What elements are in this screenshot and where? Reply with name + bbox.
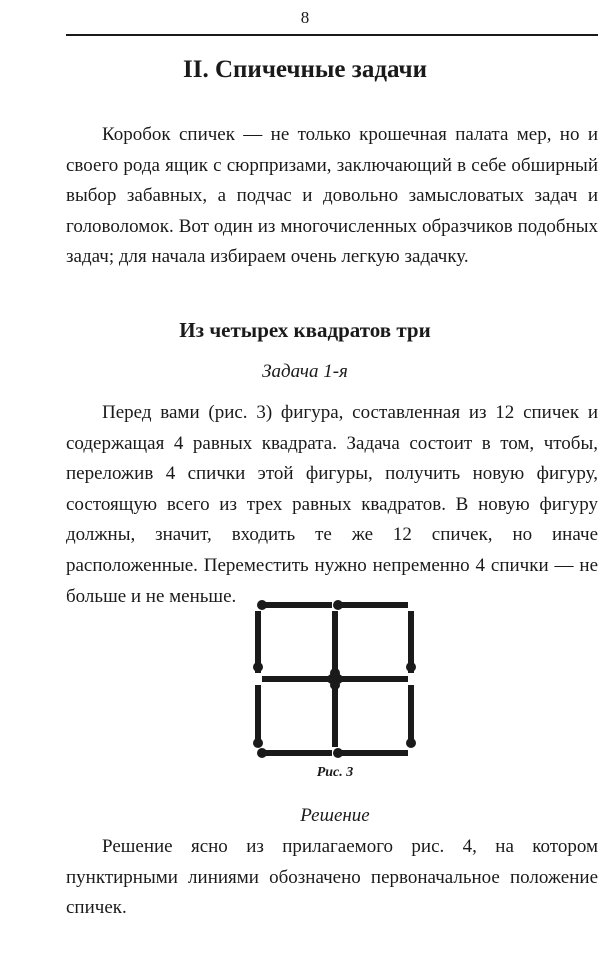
match-head (330, 668, 340, 678)
task-paragraph: Перед вами (рис. 3) фигура, составленная из 12 спичек и содержащая 4 равных квадрата. Задача состоит в том, чтобы, переложив 4 спички этой фигуры, получить новую фигуру, состоящую всего из трех равных квадратов. В новую фигуру должны, значит, входить те же 12 спичек, но иначе расположенные. Переместить нужно непременно 4 спички — не больше и не меньше. (66, 402, 598, 607)
page-number: 8 (300, 8, 310, 27)
header-rule (66, 34, 598, 36)
match-head (406, 738, 416, 748)
match-head (333, 600, 343, 610)
match-head (257, 600, 267, 610)
solution-paragraph: Решение ясно из прилагаемого рис. 4, на котором пунктирными линиями обозначено первоначальное положение спичек. (66, 836, 598, 919)
intro-paragraph: Коробок спичек — не только крошечная палата мер, но и своего рода ящик с сюрпризами, заключающий в себе обширный выбор забавных, а подчас и довольно замысловатых задач и головоломок. Вот один из многочисленных образчиков подобных задач; для начала избираем очень легкую задачку. (66, 124, 598, 268)
match-head (253, 662, 263, 672)
match-head (257, 748, 267, 758)
section-title: Из четырех квадратов три (179, 318, 431, 342)
match-head (333, 748, 343, 758)
figure-caption: Рис. 3 (316, 765, 354, 780)
solution-label: Решение (300, 805, 370, 826)
match-head (330, 680, 340, 690)
task-label: Задача 1-я (262, 361, 348, 382)
matchstick-figure (248, 597, 420, 759)
match-head (253, 738, 263, 748)
match-head (406, 662, 416, 672)
chapter-title: II. Спичечные задачи (183, 56, 427, 83)
